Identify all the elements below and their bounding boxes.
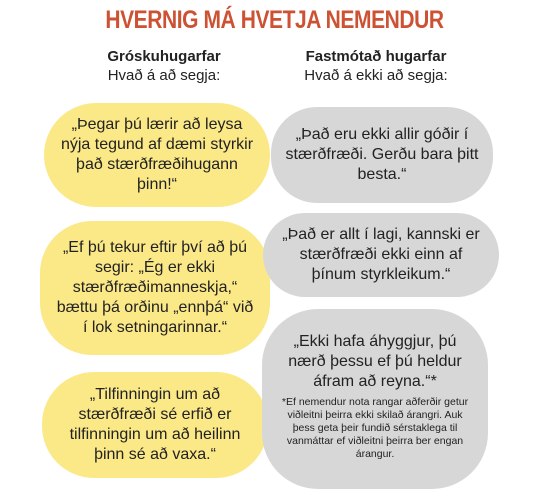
growth-quote-text: „Ef þú tekur eftir því að þú segir: „Ég er ekki stærðfræðimanneskja,“ bættu þá orðinu „ennþá“ við í lok setningarinnar.“ xyxy=(56,239,254,336)
growth-mindset-subheading: Hvað á að segja: xyxy=(107,67,221,84)
fixed-mindset-subheading: Hvað á ekki að segja: xyxy=(304,67,448,84)
growth-quote-text: „Þegar þú lærir að leysa nýja tegund af dæmi styrkir það stærðfræðihugann þinn!“ xyxy=(60,116,254,193)
fixed-quote-bubble xyxy=(263,213,499,297)
growth-quote-bubble xyxy=(42,372,268,478)
fixed-quote-bubble xyxy=(271,107,493,203)
fixed-quote-text: „Ekki hafa áhyggjur, þú nærð þessu ef þú heldur áfram að reyna.“* xyxy=(288,332,462,390)
footnote-text: *Ef nemendur nota rangar aðferðir getur viðleitni þeirra ekki skilað árangri. Auk þess geta þeir fundið sérstaklega til vanmáttar ef viðleitni þeirra ber engan árangur. xyxy=(281,395,469,460)
fixed-quote-bubble xyxy=(262,309,488,489)
growth-quote-bubble xyxy=(44,103,270,207)
page-title: HVERNIG MÁ HVETJA NEMENDUR xyxy=(105,6,444,34)
fixed-quote-text: „Það er allt í lagi, kannski er stærðfræði ekki einn af þínum styrkleikum.“ xyxy=(282,226,480,283)
growth-quote-text: „Tilfinningin um að stærðfræði sé erfið er tilfinningin um að heilinn þinn sé að vaxa.“ xyxy=(69,386,241,463)
growth-mindset-header xyxy=(64,47,264,85)
growth-mindset-heading: Gróskuhugarfar xyxy=(107,48,221,65)
fixed-quote-text: „Það eru ekki allir góðir í stærðfræði. Gerðu bara þitt besta.“ xyxy=(285,126,479,183)
growth-quote-bubble xyxy=(40,221,270,355)
fixed-mindset-heading: Fastmótað hugarfar xyxy=(305,48,447,65)
fixed-mindset-header xyxy=(276,47,476,85)
